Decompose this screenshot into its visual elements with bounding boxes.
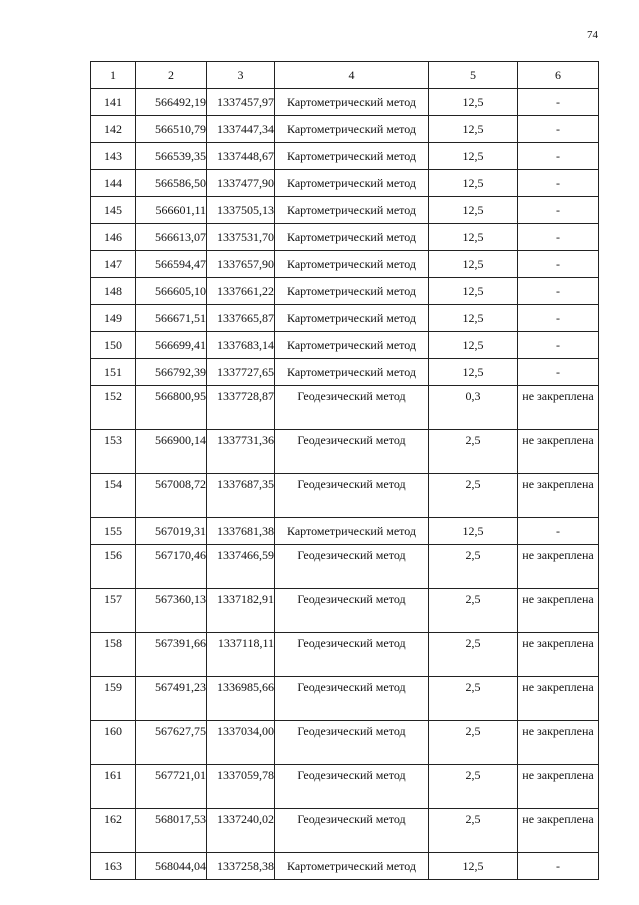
fixation-cell: не закреплена [518,633,599,677]
method-cell: Картометрический метод [275,518,429,545]
point-number-cell: 145 [91,197,136,224]
x-coordinate-cell: 566699,41 [136,332,207,359]
y-coordinate-cell: 1337447,34 [207,116,275,143]
coordinates-table [90,61,599,880]
fixation-cell: не закреплена [518,765,599,809]
fixation-cell: не закреплена [518,721,599,765]
point-number-cell: 161 [91,765,136,809]
y-coordinate-cell: 1337657,90 [207,251,275,278]
table-row [91,278,599,305]
method-cell: Картометрический метод [275,359,429,386]
table-row [91,143,599,170]
x-coordinate-cell: 566900,14 [136,430,207,474]
y-coordinate-cell: 1337661,22 [207,278,275,305]
method-cell: Картометрический метод [275,332,429,359]
x-coordinate-cell: 567721,01 [136,765,207,809]
y-coordinate-cell: 1337059,78 [207,765,275,809]
fixation-cell: не закреплена [518,474,599,518]
point-number-cell: 157 [91,589,136,633]
point-number-cell: 142 [91,116,136,143]
y-coordinate-cell: 1337182,91 [207,589,275,633]
table-row [91,170,599,197]
x-coordinate-cell: 567627,75 [136,721,207,765]
x-coordinate-cell: 566601,11 [136,197,207,224]
accuracy-cell: 12,5 [429,197,518,224]
y-coordinate-cell: 1337728,87 [207,386,275,430]
fixation-cell: - [518,359,599,386]
method-cell: Картометрический метод [275,305,429,332]
fixation-cell: - [518,197,599,224]
point-number-cell: 143 [91,143,136,170]
fixation-cell: - [518,251,599,278]
table-row [91,677,599,721]
column-header-2: 2 [136,62,207,89]
table-row [91,633,599,677]
method-cell: Геодезический метод [275,633,429,677]
fixation-cell: - [518,518,599,545]
fixation-cell: не закреплена [518,589,599,633]
fixation-cell: не закреплена [518,430,599,474]
x-coordinate-cell: 566594,47 [136,251,207,278]
fixation-cell: - [518,143,599,170]
accuracy-cell: 2,5 [429,545,518,589]
point-number-cell: 156 [91,545,136,589]
x-coordinate-cell: 566671,51 [136,305,207,332]
column-header-5: 5 [429,62,518,89]
accuracy-cell: 12,5 [429,89,518,116]
x-coordinate-cell: 566605,10 [136,278,207,305]
accuracy-cell: 12,5 [429,853,518,880]
point-number-cell: 150 [91,332,136,359]
y-coordinate-cell: 1337731,36 [207,430,275,474]
x-coordinate-cell: 567019,31 [136,518,207,545]
fixation-cell: - [518,853,599,880]
point-number-cell: 146 [91,224,136,251]
fixation-cell: - [518,305,599,332]
x-coordinate-cell: 568017,53 [136,809,207,853]
accuracy-cell: 2,5 [429,677,518,721]
fixation-cell: - [518,278,599,305]
y-coordinate-cell: 1337466,59 [207,545,275,589]
point-number-cell: 155 [91,518,136,545]
accuracy-cell: 12,5 [429,224,518,251]
accuracy-cell: 12,5 [429,278,518,305]
column-header-4: 4 [275,62,429,89]
method-cell: Геодезический метод [275,386,429,430]
method-cell: Картометрический метод [275,853,429,880]
x-coordinate-cell: 567491,23 [136,677,207,721]
y-coordinate-cell: 1337681,38 [207,518,275,545]
x-coordinate-cell: 566510,79 [136,116,207,143]
table-row [91,545,599,589]
y-coordinate-cell: 1337477,90 [207,170,275,197]
x-coordinate-cell: 568044,04 [136,853,207,880]
x-coordinate-cell: 567391,66 [136,633,207,677]
accuracy-cell: 2,5 [429,765,518,809]
table-row [91,116,599,143]
table-row [91,332,599,359]
accuracy-cell: 2,5 [429,809,518,853]
table-row [91,721,599,765]
table-row [91,765,599,809]
point-number-cell: 162 [91,809,136,853]
x-coordinate-cell: 567170,46 [136,545,207,589]
fixation-cell: - [518,332,599,359]
point-number-cell: 147 [91,251,136,278]
y-coordinate-cell: 1337034,00 [207,721,275,765]
accuracy-cell: 12,5 [429,518,518,545]
table-row [91,518,599,545]
accuracy-cell: 12,5 [429,170,518,197]
table-body [91,89,599,880]
x-coordinate-cell: 567360,13 [136,589,207,633]
y-coordinate-cell: 1337665,87 [207,305,275,332]
method-cell: Картометрический метод [275,143,429,170]
table-row [91,359,599,386]
accuracy-cell: 12,5 [429,143,518,170]
y-coordinate-cell: 1337258,38 [207,853,275,880]
y-coordinate-cell: 1337727,65 [207,359,275,386]
method-cell: Геодезический метод [275,677,429,721]
fixation-cell: - [518,116,599,143]
accuracy-cell: 2,5 [429,430,518,474]
y-coordinate-cell: 1337687,35 [207,474,275,518]
fixation-cell: не закреплена [518,386,599,430]
x-coordinate-cell: 566492,19 [136,89,207,116]
point-number-cell: 153 [91,430,136,474]
accuracy-cell: 2,5 [429,474,518,518]
method-cell: Картометрический метод [275,224,429,251]
y-coordinate-cell: 1337531,70 [207,224,275,251]
x-coordinate-cell: 566539,35 [136,143,207,170]
method-cell: Геодезический метод [275,474,429,518]
y-coordinate-cell: 1337118,11 [207,633,275,677]
table-row [91,853,599,880]
column-header-3: 3 [207,62,275,89]
method-cell: Картометрический метод [275,116,429,143]
point-number-cell: 158 [91,633,136,677]
y-coordinate-cell: 1337448,67 [207,143,275,170]
y-coordinate-cell: 1337505,13 [207,197,275,224]
page-number: 74 [587,29,598,41]
accuracy-cell: 12,5 [429,251,518,278]
accuracy-cell: 12,5 [429,116,518,143]
table-row [91,224,599,251]
accuracy-cell: 12,5 [429,332,518,359]
accuracy-cell: 2,5 [429,721,518,765]
method-cell: Картометрический метод [275,89,429,116]
table-row [91,474,599,518]
y-coordinate-cell: 1337683,14 [207,332,275,359]
method-cell: Геодезический метод [275,765,429,809]
x-coordinate-cell: 566800,95 [136,386,207,430]
method-cell: Картометрический метод [275,278,429,305]
method-cell: Картометрический метод [275,170,429,197]
accuracy-cell: 12,5 [429,359,518,386]
point-number-cell: 163 [91,853,136,880]
method-cell: Картометрический метод [275,251,429,278]
fixation-cell: - [518,89,599,116]
accuracy-cell: 2,5 [429,589,518,633]
fixation-cell: не закреплена [518,545,599,589]
point-number-cell: 159 [91,677,136,721]
accuracy-cell: 12,5 [429,305,518,332]
fixation-cell: - [518,224,599,251]
table-row [91,197,599,224]
method-cell: Геодезический метод [275,809,429,853]
x-coordinate-cell: 566613,07 [136,224,207,251]
method-cell: Геодезический метод [275,721,429,765]
y-coordinate-cell: 1337457,97 [207,89,275,116]
point-number-cell: 149 [91,305,136,332]
column-header-6: 6 [518,62,599,89]
point-number-cell: 141 [91,89,136,116]
point-number-cell: 148 [91,278,136,305]
table-row [91,809,599,853]
table-row [91,251,599,278]
header-row [91,62,599,89]
fixation-cell: не закреплена [518,809,599,853]
point-number-cell: 144 [91,170,136,197]
method-cell: Геодезический метод [275,430,429,474]
y-coordinate-cell: 1336985,66 [207,677,275,721]
table-row [91,386,599,430]
method-cell: Геодезический метод [275,589,429,633]
table-row [91,89,599,116]
x-coordinate-cell: 566792,39 [136,359,207,386]
fixation-cell: не закреплена [518,677,599,721]
column-header-1: 1 [91,62,136,89]
table-row [91,430,599,474]
x-coordinate-cell: 566586,50 [136,170,207,197]
method-cell: Геодезический метод [275,545,429,589]
table-row [91,589,599,633]
point-number-cell: 154 [91,474,136,518]
fixation-cell: - [518,170,599,197]
point-number-cell: 151 [91,359,136,386]
x-coordinate-cell: 567008,72 [136,474,207,518]
method-cell: Картометрический метод [275,197,429,224]
table-row [91,305,599,332]
point-number-cell: 152 [91,386,136,430]
accuracy-cell: 0,3 [429,386,518,430]
point-number-cell: 160 [91,721,136,765]
y-coordinate-cell: 1337240,02 [207,809,275,853]
accuracy-cell: 2,5 [429,633,518,677]
